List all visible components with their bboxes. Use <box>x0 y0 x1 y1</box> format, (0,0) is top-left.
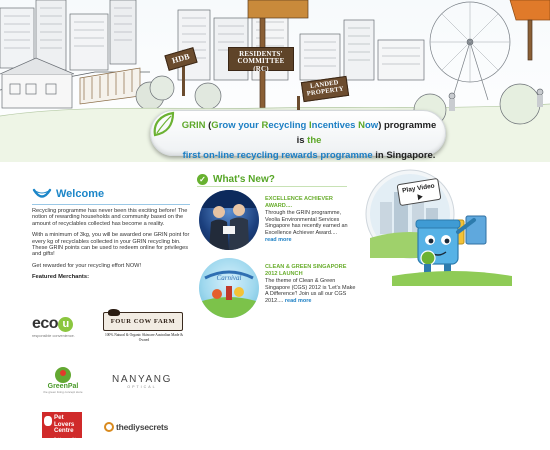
tagline-word-2: ecycling <box>268 120 309 131</box>
nanyang-sub: OPTICAL <box>127 385 157 389</box>
welcome-paragraph: Get rewarded for your recycling effort NOW! <box>32 262 142 269</box>
news-body <box>265 210 357 244</box>
ecou-tagline: responsible convenience. <box>32 334 75 338</box>
leaf-icon <box>151 111 175 139</box>
four-cow-farm-banner <box>103 312 183 331</box>
welcome-header <box>32 186 190 202</box>
thediysecrets-name: thediysecrets <box>116 422 169 432</box>
play-icon <box>417 194 423 201</box>
tagline-open: ( <box>205 120 212 131</box>
news-title[interactable]: EXCELLENCE ACHIEVER AWARD.... <box>265 196 333 209</box>
smile-icon <box>32 187 52 201</box>
tagline-letter-i: I <box>309 120 312 131</box>
tagline-letter-r: R <box>261 120 269 131</box>
whats-new-divider <box>197 186 347 187</box>
hdb-sign: HDB <box>164 47 197 71</box>
four-cow-farm-name: FOUR COW FARM <box>110 318 176 325</box>
tagline-pill <box>150 110 446 161</box>
tagline-word-3: ncentives <box>311 120 359 131</box>
merchant-nanyang-optical-logo[interactable] <box>102 374 182 396</box>
whats-new-icon: ✓ <box>197 174 208 185</box>
greenpal-tagline: the green living concept store <box>43 390 83 394</box>
mascot-illustration <box>362 162 550 302</box>
award-photo <box>199 190 259 250</box>
pet-lovers-name: Pet Lovers Centre <box>54 414 75 434</box>
tagline-word-1: row your <box>218 120 262 131</box>
pet-lovers-box <box>42 412 82 447</box>
welcome-paragraph: Recycling programme has never been this exciting before! The notion of rewarding households and community based on the amount of recyclables collected has become a reality. <box>32 208 188 227</box>
grin-tagline <box>179 118 439 162</box>
svg-text:Carnival: Carnival <box>216 274 242 282</box>
news-text: Through the GRIN programme, Veolia Environmental Services Singapore has recently earned an Excellence Achiever Award.... <box>265 210 348 237</box>
news-item <box>199 190 354 260</box>
tagline-line2: first on-line recycling rewards programme <box>182 150 373 161</box>
news-item <box>199 258 354 328</box>
ecou-u-badge: u <box>58 317 73 332</box>
whats-new-title: What's New? <box>213 173 275 185</box>
tagline-in: in Singapore. <box>372 150 436 161</box>
welcome-divider <box>32 204 190 205</box>
featured-merchants-label: Featured Merchants: <box>32 274 90 281</box>
cow-icon <box>108 309 120 316</box>
tagline-grin: GRIN <box>181 120 206 131</box>
news-body <box>265 278 357 305</box>
read-more-link[interactable]: read more <box>284 298 312 305</box>
tagline-letter-g: G <box>211 120 219 131</box>
merchant-pet-lovers-centre-logo[interactable] <box>42 412 86 447</box>
news-text: The theme of Clean & Green Singapore (CGS) 2012 is 'Let's Make A Difference'! Join us all our CGS 2012.... <box>265 278 356 305</box>
tagline-close: ) programme is <box>296 120 437 146</box>
merchant-four-cow-farm-logo[interactable] <box>103 312 185 354</box>
tagline-letter-n: N <box>358 120 365 131</box>
play-video-label: Play Video <box>401 182 436 195</box>
residents-committee-sign: RESIDENTS' COMMITTEE (RC) <box>228 47 294 71</box>
ecou-wordmark <box>32 315 92 333</box>
welcome-section <box>32 186 190 280</box>
merchant-ecou-logo[interactable] <box>32 315 92 345</box>
welcome-title: Welcome <box>56 188 105 200</box>
pet-lovers-tagline: Pet Lovers, We Care <box>54 436 78 447</box>
merchant-thediysecrets-logo[interactable] <box>104 419 184 435</box>
news-thumbnail-award[interactable] <box>199 190 259 250</box>
landed-property-sign: LANDED PROPERTY <box>301 76 349 102</box>
whats-new-header <box>197 172 275 186</box>
merchant-greenpal-logo[interactable] <box>42 367 84 399</box>
news-title[interactable]: CLEAN & GREEN SINGAPORE 2012 LAUNCH <box>265 264 347 277</box>
tagline-the: the <box>307 135 322 146</box>
read-more-link[interactable]: read more <box>265 236 292 243</box>
ecou-text: eco <box>32 315 59 332</box>
news-thumbnail-cgs[interactable] <box>199 258 259 318</box>
cgs-poster-image <box>199 258 259 318</box>
recycling-mascot-scene <box>362 162 550 302</box>
nanyang-name: NANYANG <box>112 374 172 385</box>
four-cow-farm-tagline: 100% Natural & Organic Skincare Australian Made & Owned <box>104 333 184 342</box>
greenpal-person-icon <box>55 367 71 383</box>
greenpal-name: GreenPal <box>47 383 79 390</box>
hero-banner <box>0 0 550 162</box>
welcome-paragraph: With a minimum of 3kg, you will be awarded one GRIN point for every kg of recyclables collected in your GRIN recycling bin. These GRIN points can be used to redeem online for privileges and gifts! <box>32 232 190 258</box>
diy-ring-icon <box>104 422 114 432</box>
tagline-word-4: ow <box>364 120 379 131</box>
